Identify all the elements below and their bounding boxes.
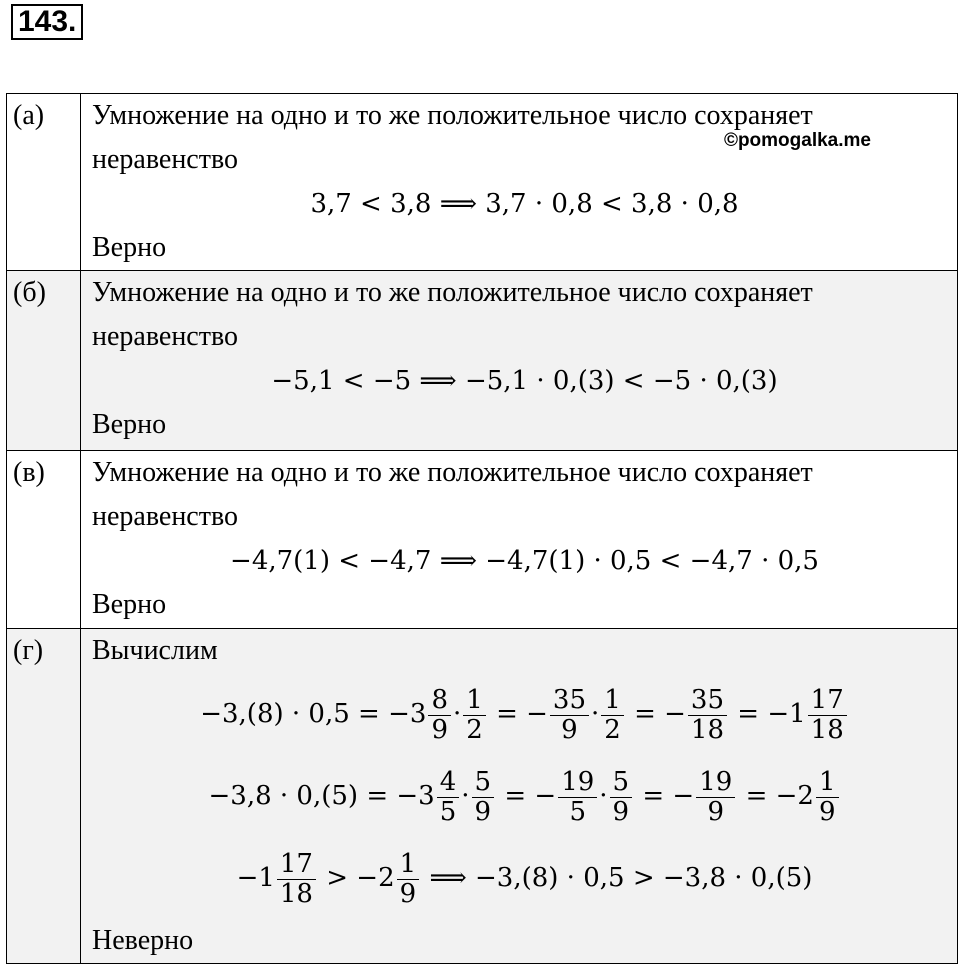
fraction: $\frac{1}{2}$	[463, 686, 486, 744]
row-label: (б)	[7, 271, 81, 451]
watermark: ©pomogalka.me	[723, 130, 871, 151]
table-row	[7, 271, 958, 451]
verdict-text: Верно	[92, 409, 167, 440]
explanation-text: Умножение на одно и то же положительное число сохраняет неравенство	[92, 277, 813, 352]
explanation-text: Умножение на одно и то же положительное число сохраняет неравенство	[92, 457, 813, 532]
fraction: $\frac{35}{18}$	[688, 686, 727, 744]
fraction: $\frac{19}{9}$	[696, 768, 735, 826]
row-label: (в)	[7, 451, 81, 629]
comparison-line: −1 $\frac{17}{18}$ > −2 $\frac{1}{9}$ ⟹ −3,(8) · 0,5 > −3,8 · 0,(5)	[236, 848, 813, 909]
verdict-text: Верно	[92, 232, 167, 263]
verdict-text: Неверно	[92, 925, 194, 956]
table-row	[7, 629, 958, 964]
solution-table	[6, 93, 958, 964]
row-content	[81, 94, 958, 271]
inequality-equation: −4,7(1) < −4,7 ⟹ −4,7(1) · 0,5 < −4,7 · 0,5	[230, 546, 819, 576]
fraction: $\frac{5}{9}$	[610, 768, 633, 826]
fraction: $\frac{19}{5}$	[558, 768, 597, 826]
fraction: $\frac{1}{9}$	[816, 768, 839, 826]
fraction: $\frac{8}{9}$	[428, 686, 451, 744]
row-content	[81, 629, 958, 964]
row-label: (а)	[7, 94, 81, 271]
row-label: (г)	[7, 629, 81, 964]
explanation-text: Умножение на одно и то же положительное число сохраняет неравенство	[92, 100, 813, 175]
verdict-text: Верно	[92, 589, 167, 620]
row-content	[81, 451, 958, 629]
explanation-text: Вычислим	[92, 635, 218, 666]
table-row	[7, 94, 958, 271]
row-content	[81, 271, 958, 451]
calculation-line-2: −3,8 · 0,(5) = −3 $\frac{4}{5}$ · $\frac{5}{9}$ = − $\frac{19}{5}$ · $\frac{5}{9}$ = − $\frac{19}{9}$ = −2 $\frac{1}{9}$	[92, 755, 957, 837]
table-row	[7, 451, 958, 629]
fraction: $\frac{1}{2}$	[601, 686, 624, 744]
calculation-line-1: −3,(8) · 0,5 = −3 $\frac{8}{9}$ · $\frac{1}{2}$ = − $\frac{35}{9}$ · $\frac{1}{2}$ = − $\frac{35}{18}$ = −1 $\frac{17}{18}$	[92, 673, 957, 755]
fraction: $\frac{35}{9}$	[550, 686, 589, 744]
fraction: $\frac{5}{9}$	[472, 768, 495, 826]
problem-number: 143.	[11, 4, 83, 40]
fraction: $\frac{1}{9}$	[397, 850, 420, 908]
fraction: $\frac{17}{18}$	[277, 850, 316, 908]
fraction: $\frac{4}{5}$	[437, 768, 460, 826]
inequality-equation: 3,7 < 3,8 ⟹ 3,7 · 0,8 < 3,8 · 0,8	[310, 189, 739, 219]
inequality-equation: −5,1 < −5 ⟹ −5,1 · 0,(3) < −5 · 0,(3)	[271, 366, 778, 396]
fraction: $\frac{17}{18}$	[808, 686, 847, 744]
